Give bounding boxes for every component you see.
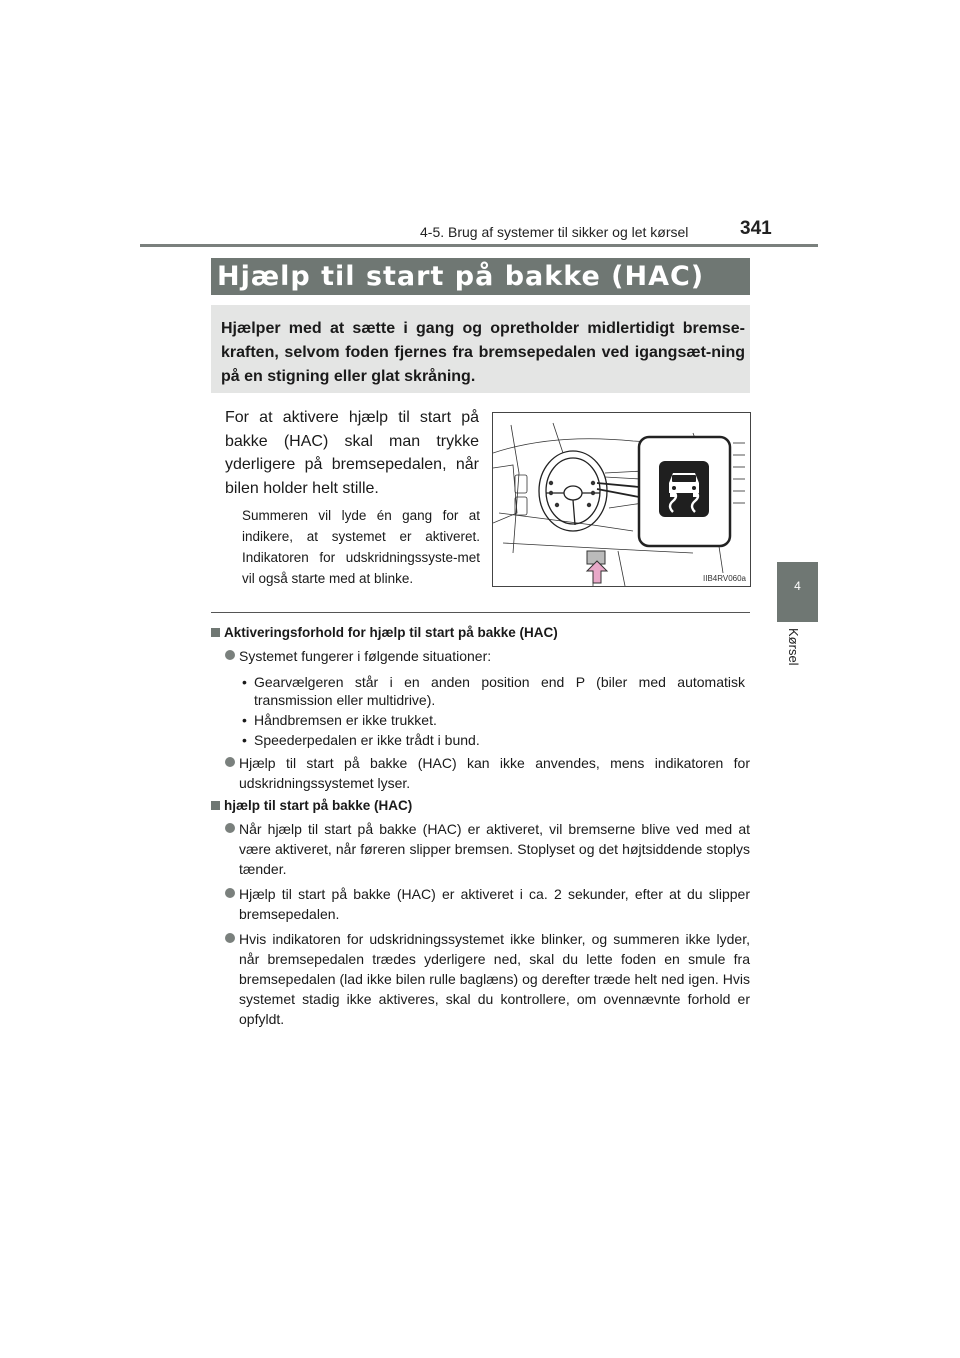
section1-bullet-1 (225, 646, 750, 666)
round-bullet-icon (225, 933, 235, 943)
dot-marker: • (242, 712, 247, 728)
round-bullet-icon (225, 650, 235, 660)
page-number: 341 (740, 218, 772, 239)
section2-bullet-3 (225, 929, 750, 1029)
chapter-number: 4 (794, 579, 801, 593)
section-divider (211, 612, 750, 613)
dot-marker: • (242, 732, 247, 748)
section1-subbullet-2 (242, 711, 745, 729)
round-bullet-icon (225, 888, 235, 898)
header-rule (140, 244, 818, 247)
chapter-tab (777, 562, 818, 622)
section1-heading (211, 625, 751, 640)
section2-bullet-2 (225, 884, 750, 924)
section1-bullet-2 (225, 753, 750, 793)
section1-heading-text: Aktiveringsforhold for hjælp til start på bakke (HAC) (224, 625, 558, 640)
square-bullet-icon (211, 628, 220, 637)
section1-bullet-1-text: Systemet fungerer i følgende situationer: (239, 648, 492, 664)
page-title-bar (211, 258, 750, 295)
section1-subbullet-3 (242, 731, 745, 749)
section1-bullet-2-text: Hjælp til start på bakke (HAC) kan ikke anvendes, mens indikatoren for udskridningssystemet lyser. (239, 755, 750, 791)
round-bullet-icon (225, 757, 235, 767)
section1-subbullet-3-text: Speederpedalen er ikke trådt i bund. (254, 732, 480, 748)
section2-bullet-2-text: Hjælp til start på bakke (HAC) er aktiveret i ca. 2 sekunder, efter at du slipper bremsepedalen. (239, 886, 750, 922)
brake-pedal-arrow-icon (587, 551, 607, 583)
dashboard-illustration (492, 412, 751, 587)
dot-marker: • (242, 674, 247, 690)
page-title: Hjælp til start på bakke (HAC) (217, 261, 705, 292)
dashboard-drawing (493, 413, 750, 586)
section2-heading-text: hjælp til start på bakke (HAC) (224, 798, 413, 813)
slip-indicator-icon (659, 461, 709, 517)
chapter-label (778, 628, 818, 708)
section1-subbullet-2-text: Håndbremsen er ikke trukket. (254, 712, 437, 728)
activation-note: Summeren vil lyde én gang for at indikere, at systemet er aktiveret. Indikatoren for udskridningssyste-met vil også starte med at blinke. (242, 508, 480, 586)
intro-box (211, 305, 750, 393)
section1-subbullet-1 (242, 673, 745, 709)
intro-text: Hjælper med at sætte i gang og opretholder midlertidigt bremse-kraften, selvom foden fjernes fra bremsepedalen ved igangsæt-ning på en stigning eller glat skråning. (221, 320, 745, 385)
section2-bullet-3-text: Hvis indikatoren for udskridningssystemet ikke blinker, og summeren ikke lyder, når bremsepedalen trædes yderligere ned, skal du lette foden en smule fra bremsepedalen (lad ikke bilen rulle baglæns) og derefter træde helt ned igen. Hvis systemet stadig ikke aktiveres, skal du kontrollere, om ovennævnte forhold er opfyldt. (239, 931, 750, 1027)
section2-bullet-1 (225, 819, 750, 879)
activation-instruction: For at aktivere hjælp til start på bakke (HAC) skal man trykke yderligere på bremsepedalen, når bilen holder helt stille. (225, 409, 479, 497)
running-header-section: 4-5. Brug af systemer til sikker og let kørsel (420, 224, 689, 240)
chapter-label-text: Kørsel (786, 628, 801, 666)
section1-subbullet-1-text: Gearvælgeren står i en anden position end P (biler med automatisk transmission eller multidrive). (254, 674, 745, 708)
round-bullet-icon (225, 823, 235, 833)
section2-bullet-1-text: Når hjælp til start på bakke (HAC) er aktiveret, vil bremserne blive ved med at være aktiveret, når føreren slipper bremsen. Stoplyset og det højtsiddende stoplys tænder. (239, 821, 750, 877)
figure-code: IIB4RV060a (703, 574, 746, 583)
section2-heading (211, 798, 751, 813)
square-bullet-icon (211, 801, 220, 810)
